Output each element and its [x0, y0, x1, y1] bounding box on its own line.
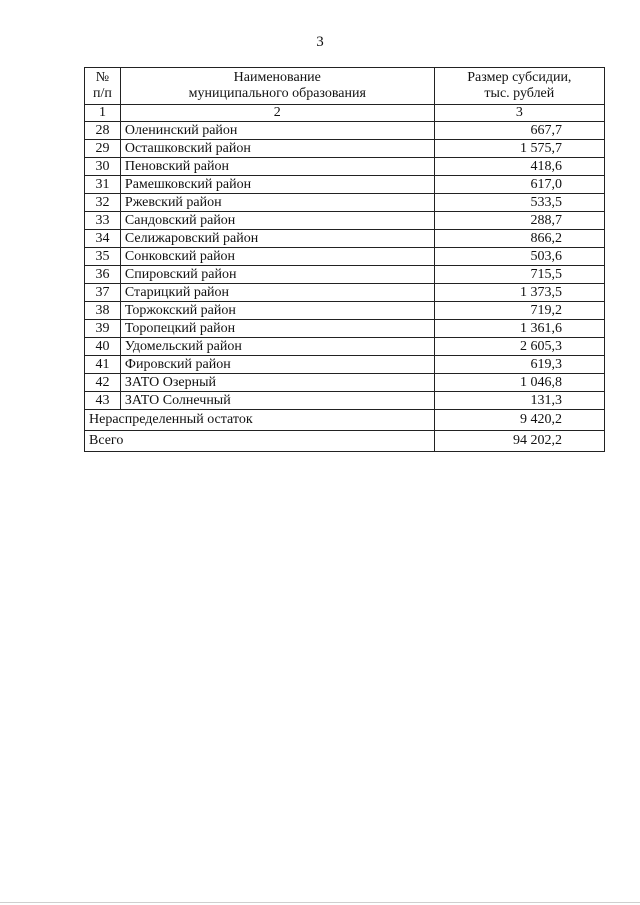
row-number: 29 — [85, 140, 121, 158]
table-row — [85, 158, 605, 176]
row-municipality: Сандовский район — [120, 212, 434, 230]
row-municipality: ЗАТО Озерный — [120, 374, 434, 392]
row-amount: 619,3 — [434, 356, 604, 374]
table-row — [85, 248, 605, 266]
table-row — [85, 122, 605, 140]
row-amount: 866,2 — [434, 230, 604, 248]
total-label: Всего — [85, 431, 435, 452]
row-number: 41 — [85, 356, 121, 374]
row-number: 35 — [85, 248, 121, 266]
row-municipality: Ржевский район — [120, 194, 434, 212]
row-municipality: Торопецкий район — [120, 320, 434, 338]
row-municipality: Старицкий район — [120, 284, 434, 302]
table-row — [85, 212, 605, 230]
row-amount: 288,7 — [434, 212, 604, 230]
table-row — [85, 320, 605, 338]
subsidy-table — [84, 67, 605, 452]
row-number: 34 — [85, 230, 121, 248]
row-amount: 719,2 — [434, 302, 604, 320]
header-amount-line1: Размер субсидии, — [467, 70, 572, 85]
table-row — [85, 302, 605, 320]
row-number: 31 — [85, 176, 121, 194]
header-amount-line2: тыс. рублей — [484, 86, 555, 101]
table-row — [85, 194, 605, 212]
table-row — [85, 374, 605, 392]
row-municipality: Оленинский район — [120, 122, 434, 140]
row-amount: 2 605,3 — [434, 338, 604, 356]
row-amount: 1 575,7 — [434, 140, 604, 158]
row-municipality: Селижаровский район — [120, 230, 434, 248]
header-name-line2: муниципального образования — [188, 86, 366, 101]
header-number — [85, 68, 121, 105]
table-body — [85, 122, 605, 410]
row-number: 38 — [85, 302, 121, 320]
row-number: 30 — [85, 158, 121, 176]
table-row — [85, 356, 605, 374]
row-municipality: Фировский район — [120, 356, 434, 374]
row-municipality: Рамешковский район — [120, 176, 434, 194]
row-number: 39 — [85, 320, 121, 338]
row-amount: 715,5 — [434, 266, 604, 284]
page-number: 3 — [316, 34, 324, 50]
row-municipality: Пеновский район — [120, 158, 434, 176]
column-index-3: 3 — [434, 105, 604, 122]
table-row — [85, 266, 605, 284]
row-number: 40 — [85, 338, 121, 356]
row-amount: 1 373,5 — [434, 284, 604, 302]
row-number: 37 — [85, 284, 121, 302]
table-row — [85, 284, 605, 302]
row-amount: 418,6 — [434, 158, 604, 176]
header-name — [120, 68, 434, 105]
total-row — [85, 431, 605, 452]
column-index-2: 2 — [120, 105, 434, 122]
row-amount: 617,0 — [434, 176, 604, 194]
row-amount: 533,5 — [434, 194, 604, 212]
table-row — [85, 338, 605, 356]
row-amount: 1 046,8 — [434, 374, 604, 392]
header-amount — [434, 68, 604, 105]
row-municipality: Спировский район — [120, 266, 434, 284]
row-amount: 503,6 — [434, 248, 604, 266]
row-number: 33 — [85, 212, 121, 230]
row-municipality: ЗАТО Солнечный — [120, 392, 434, 410]
table-header-row — [85, 68, 605, 105]
row-number: 42 — [85, 374, 121, 392]
header-name-line1: Наименование — [233, 70, 321, 85]
unallocated-row — [85, 410, 605, 431]
row-number: 32 — [85, 194, 121, 212]
table-row — [85, 176, 605, 194]
row-amount: 131,3 — [434, 392, 604, 410]
column-index-1: 1 — [85, 105, 121, 122]
row-municipality: Сонковский район — [120, 248, 434, 266]
table-row — [85, 230, 605, 248]
row-municipality: Осташковский район — [120, 140, 434, 158]
table-row — [85, 392, 605, 410]
header-number-line2: п/п — [93, 86, 112, 101]
total-amount: 94 202,2 — [434, 431, 604, 452]
row-municipality: Удомельский район — [120, 338, 434, 356]
header-number-line1: № — [95, 70, 110, 85]
row-number: 36 — [85, 266, 121, 284]
row-municipality: Торжокский район — [120, 302, 434, 320]
row-number: 43 — [85, 392, 121, 410]
row-amount: 1 361,6 — [434, 320, 604, 338]
table-row — [85, 140, 605, 158]
unallocated-label: Нераспределенный остаток — [85, 410, 435, 431]
row-amount: 667,7 — [434, 122, 604, 140]
row-number: 28 — [85, 122, 121, 140]
column-index-row — [85, 105, 605, 122]
unallocated-amount: 9 420,2 — [434, 410, 604, 431]
scan-edge-line — [0, 902, 640, 903]
